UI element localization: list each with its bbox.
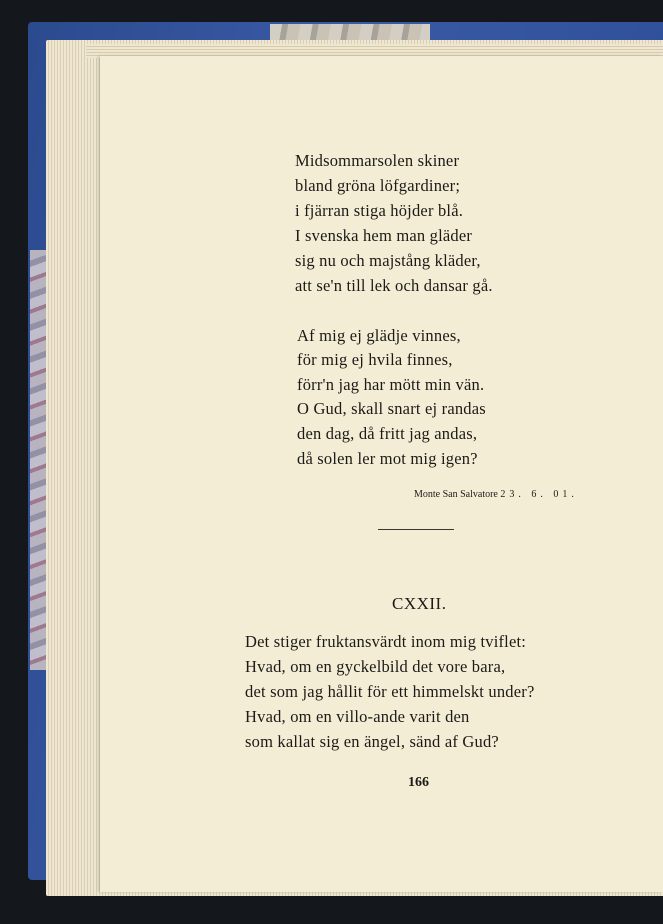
verse-line: Af mig ej glädje vinnes, bbox=[297, 326, 461, 345]
verse-line: att se'n till lek och dansar gå. bbox=[295, 276, 493, 295]
verse-line: förr'n jag har mött min vän. bbox=[297, 375, 485, 394]
verse-line: Det stiger fruktansvärdt inom mig tviflet: bbox=[245, 632, 527, 651]
poem-heading: CXXII. bbox=[392, 594, 447, 613]
verse-line: för mig ej hvila finnes, bbox=[297, 350, 453, 369]
verse-line: sig nu och majstång kläder, bbox=[295, 251, 481, 270]
verse-line: i fjärran stiga höjder blå. bbox=[295, 201, 464, 220]
signature-place: Monte San Salvatore bbox=[414, 489, 498, 500]
poem-signature bbox=[414, 489, 578, 500]
signature-date: 23. 6. 01. bbox=[500, 489, 578, 500]
verse-line: Hvad, om en gyckelbild det vore bara, bbox=[245, 657, 506, 676]
verse-line: Hvad, om en villo-ande varit den bbox=[245, 707, 470, 726]
verse-line: bland gröna löfgardiner; bbox=[295, 176, 461, 195]
verse-line: I svenska hem man gläder bbox=[295, 226, 473, 245]
page-number: 166 bbox=[408, 775, 429, 790]
verse-line: den dag, då fritt jag andas, bbox=[297, 424, 478, 443]
verse-line: som kallat sig en ängel, sänd af Gud? bbox=[245, 732, 499, 751]
verse-line: då solen ler mot mig igen? bbox=[297, 449, 478, 468]
verse-line: det som jag hållit för ett himmelskt under? bbox=[245, 682, 535, 701]
section-divider bbox=[378, 529, 454, 530]
verse-line: O Gud, skall snart ej randas bbox=[297, 399, 486, 418]
verse-line: Midsommarsolen skiner bbox=[295, 151, 460, 170]
